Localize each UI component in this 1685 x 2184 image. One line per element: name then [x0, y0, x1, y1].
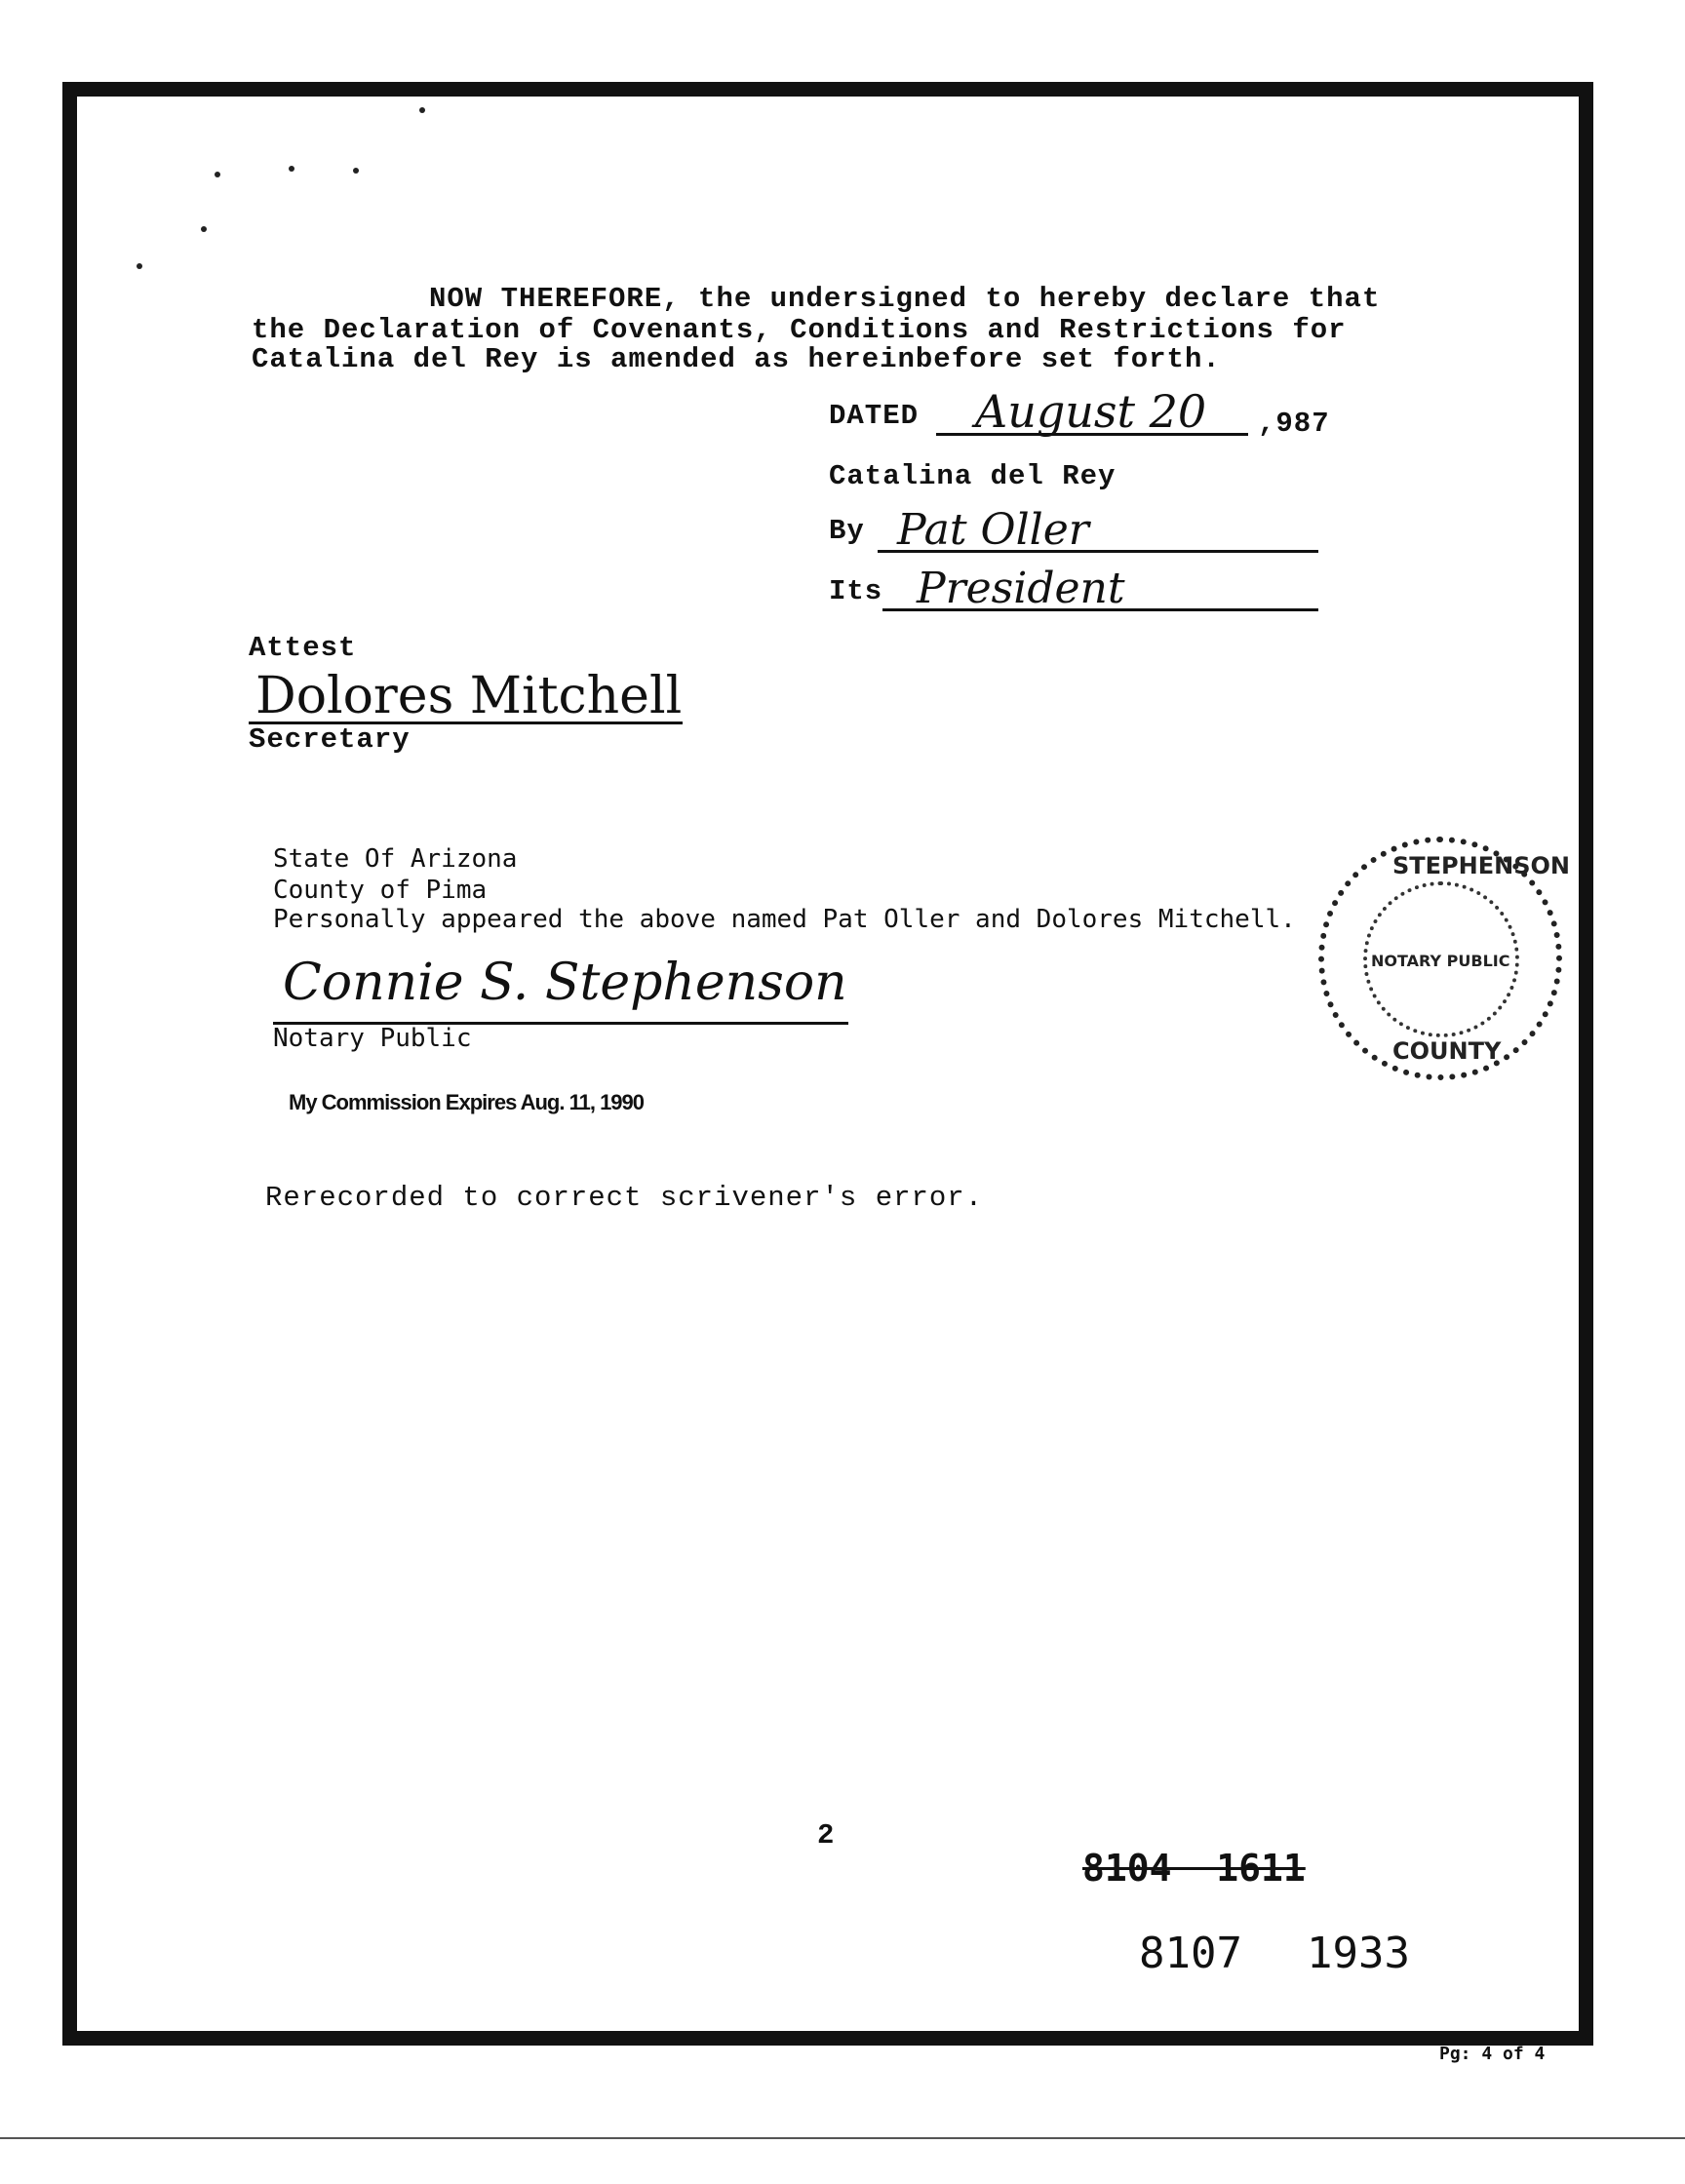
notary-signature: Connie S. Stephenson — [283, 954, 847, 1012]
bottom-rule — [0, 2137, 1685, 2139]
seal-top-text: STEPHENSON — [1392, 852, 1570, 879]
notary-appeared: Personally appeared the above named Pat Oller and Dolores Mitchell. — [273, 905, 1296, 934]
paragraph-line-3: Catalina del Rey is amended as hereinbefore set forth. — [252, 343, 1221, 375]
notary-state: State Of Arizona — [273, 844, 518, 874]
by-signature: Pat Oller — [897, 505, 1089, 555]
by-label: By — [829, 515, 865, 547]
org-name: Catalina del Rey — [829, 460, 1117, 492]
attest-label: Attest — [249, 632, 357, 664]
seal-bottom-text: COUNTY — [1392, 1037, 1502, 1065]
old-record-reference: 8104 1611 — [1082, 1847, 1306, 1890]
rerecorded-note: Rerecorded to correct scrivener's error. — [265, 1182, 984, 1214]
dated-year: ,987 — [1258, 408, 1330, 440]
speck — [289, 166, 294, 172]
notary-seal — [1318, 837, 1570, 1080]
new-record-book: 8107 — [1139, 1929, 1242, 1978]
speck — [215, 172, 220, 177]
notary-role: Notary Public — [273, 1024, 472, 1053]
attest-role: Secretary — [249, 723, 411, 756]
new-record-page: 1933 — [1307, 1929, 1410, 1978]
paragraph-line-1: NOW THEREFORE, the undersigned to hereby declare that — [429, 283, 1381, 315]
its-label: Its — [829, 575, 883, 607]
notary-county: County of Pima — [273, 876, 488, 905]
its-value: President — [917, 564, 1125, 613]
notary-commission: My Commission Expires Aug. 11, 1990 — [289, 1090, 645, 1114]
speck — [201, 226, 207, 232]
dated-label: DATED — [829, 400, 920, 432]
attest-signature: Dolores Mitchell — [255, 667, 683, 725]
speck — [419, 107, 425, 113]
footer-page-count: Pg: 4 of 4 — [1439, 2044, 1546, 2064]
dated-value: August 20 — [975, 385, 1207, 438]
document-border — [62, 82, 1593, 2046]
page-number: 2 — [817, 1819, 836, 1852]
speck — [353, 168, 359, 174]
seal-side-text: NOTARY PUBLIC — [1371, 952, 1510, 970]
paragraph-line-2: the Declaration of Covenants, Conditions and Restrictions for — [252, 314, 1347, 346]
speck — [137, 263, 142, 269]
